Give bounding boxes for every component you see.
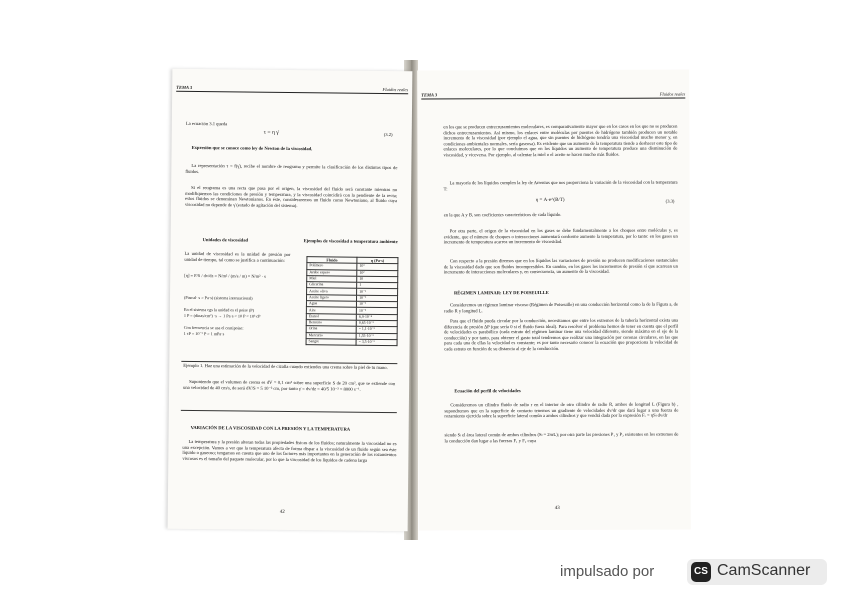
left-section-title: VARIACIÓN DE LA VISCOSIDAD CON LA PRESIÓN Y LA TEMPERATURA [190,424,351,432]
table-cell-eta: 10⁻¹ [357,289,398,296]
left-header-chapter: TEMA 3 [176,84,193,90]
camscanner-badge [687,559,827,585]
table-cell-fluid: Mercurio [306,332,356,339]
right-paragraph-4: Por otra parte, el origen de la viscosidad en los gases se debe fundamentalmente a los choques entre moléculas y, es evidente, que el número de choques o interacciones aumentará conforme aumente la temperatura, por lo tanto: en los gases un incremento de temperatura acarrea un incremento de viscosidad. [443,227,678,245]
arrhenius-equation: η = A·e^(B/T) [535,197,565,204]
left-page-header [176,83,408,94]
left-eq1: τ = η γ̇ [263,129,279,136]
camscanner-logo-icon: CS [691,562,711,582]
right-header-title: Fluidos reales [659,91,686,97]
units-centipoise-intro: Con frecuencia se usa el centipoise: [183,324,244,331]
left-paragraph-3: La temperatura y la presión alteran todas las propiedades físicas de los fluidos; naturalmente la viscosidad no es una excepción. Vamos a ver que la temperatura afecta de forma dispar a la viscosidad de un fluido según sea éste líquido o gaseoso; tengamos en cuenta que uno de los factores más importantes en la generación de los rozamientos viscosos es el tamaño del paquete molecular, por lo que la viscosidad de los líquidos de cadena larga [182,438,397,463]
watermark-prefix: impulsado por [560,563,655,580]
right-page-header [421,90,685,100]
table-cell-fluid: Miel [307,276,357,283]
units-equation: [η] = F/S / dv/dz = N/m² / (m/s / m) = N/m² · s [184,272,266,279]
table-cell-fluid: Sangre [306,339,356,346]
table-cell-fluid: Etanol [306,313,356,320]
right-header-chapter: TEMA 3 [421,92,438,98]
left-paragraph-1: La representación τ = f(γ̇), recibe el nombre de reograma y permite la clasificación de los distintos tipos de fluidos. [185,162,398,174]
table-row [306,339,397,346]
left-paragraph-2: Si el reograma es una recta que pasa por el origen, la viscosidad del fluido será constante mientras no modifiquemos las condiciones de presión y temperatura, y la viscosidad coincidirá con la pendiente de la recta; estos fluidos se denominan Newtonianos. En éste, consideraremos un fluido como Newtoniano, al fluido cuya viscosidad no depende de γ̇ (estado de agitación del sistema). [184,184,398,208]
right-paragraph-2: La mayoría de los líquidos cumplen la ley de Arrenius que nos proporciona la variación de la viscosidad con la temperatura T: [443,179,678,191]
table-cell-eta: 1 [357,282,398,289]
table-cell-fluid: Aire [306,307,356,314]
units-pascal: (Pascal· s = Pa·s) (sistema internacional) [183,294,253,301]
example-1: Ejemplo 1. Haz una estimación de la velocidad de cizalla cuando extiendes una crema sobre la piel de tu mano. [183,362,388,371]
example-1-solution: Suponiendo que el volumen de crema es dV = 0,1 cm³ sobre una superficie S de 20 cm², que se extiende con una velocidad de 40 cm/s, de será dV/S = 5 10⁻³ cm, por tanto γ̇ = dv/dz = 40/5 10⁻³ = 8000 s⁻¹. [183,378,396,392]
arrhenius-equation-number: (3.3) [665,198,675,204]
left-eq1-number: (3.2) [383,131,393,138]
right-paragraph-1: en los que se producen entrecruzamientos moleculares, es comparativamente mayor que en los casos en los que no se producen dichos entrecruzamientos. Así mismo, los enlaces entre moléculas por puentes de hidrógeno también producen un notable incremento de la viscosidad (por ejemplo el agua, que sin puentes de hidrógeno tendría una viscosidad mucho menor y, en condiciones ambientales normales, sería gaseosa). Es evidente que un aumento de la temperatura tiende a deshacer este tipo de enlaces moleculares, por lo que concluimos que en los líquidos un aumento de temperatura produce una disminución de viscosidad, y viceversa. Por ejemplo, al calentar la miel o el aceite se hacen mucho más fluidos. [443,123,678,158]
right-paragraph-3: en la que A y B, son coeficientes característicos de cada líquido. [443,211,562,218]
viscosity-table-title: Ejemplos de viscosidad a temperatura ambiente [303,238,398,245]
right-paragraph-9: siendo Sₗ el área lateral común de ambos cilindros (Sₗ = 2πrL); por otra parte las presiones P₁ y P₂ existentes en los extremos de la conducción dan lugar a las fuerzas F₁ y F₂ cuya [444,431,679,443]
units-centipoise: 1 cP = 10⁻² P = 1 mPa·s [183,330,225,337]
table-cell-eta: 1,55·10⁻³ [356,333,397,340]
table-cell-eta: 10⁻² [357,295,398,302]
units-cgs: En el sistema cgs la unidad es el poise (P) [183,306,255,313]
units-text: La unidad de viscosidad es la unidad de presión por unidad de tiempo, tal como se justifica a continuación: [184,250,291,263]
left-newton-law: Expresión que se conoce como ley de Newton de la viscosidad. [191,144,313,152]
table-header-fluid: Fluido [307,257,357,264]
table-cell-fluid: Glicerina [307,282,357,289]
right-subsection-title: Ecuación del perfil de velocidades [454,388,521,394]
table-cell-fluid: Aceite ligero [306,294,356,301]
table-cell-eta: 10² [357,270,398,277]
table-cell-eta: 10⁻³ [357,301,398,308]
table-cell-fluid: Agua [306,301,356,308]
right-page [417,70,691,531]
left-page [168,69,413,531]
camscanner-brand: CamScanner [717,562,811,579]
table-cell-eta: 10 [357,276,398,283]
table-cell-eta: ~ 3,5·10⁻³ [356,339,397,346]
units-title: Unidades de viscosidad [202,237,249,243]
left-page-number: 42 [279,509,285,515]
table-header-eta: η (Pa·s) [357,257,398,264]
table-cell-fluid: Orina [306,326,356,333]
table-cell-eta: 10⁻⁵ [357,308,398,315]
right-paragraph-6: Consideremos un régimen laminar viscoso (Régimen de Poiseuille) en una conducción horizontal como la de la Figura a, de radio R y longitud L. [444,301,679,313]
table-cell-fluid: Benceno [306,320,356,327]
right-paragraph-7: Para que el fluido pueda circular por la conducción, necesitamos que entre los extremos de la tubería horizontal exista una diferencia de presión ΔP (que sería 0 si el fluido fuera ideal). Para resolver el problema hemos de tener en cuenta que el perfil de velocidades es parabólico (cada estrato del régimen laminar tiene una velocidad diferente, siendo máxima en el eje de la conducción) y por tanto, para obtener el gasto total tendremos que realizar una integración por coronas circulares, en las que para cada una de ellas la velocidad es constante; es por tanto necesario conocer la ecuación que proporciona la velocidad de cada estrato en función de su distancia al eje de la conducción. [444,317,679,352]
table-cell-eta: 0,65·10⁻³ [356,320,397,327]
table-cell-fluid: Aceite oliva [307,288,357,295]
right-section-title: RÉGIMEN LAMINAR: LEY DE POISEUILLE [453,290,549,296]
table-cell-fluid: Polímero [307,263,357,270]
right-paragraph-5: Con respecto a la presión diremos que en los líquidos las variaciones de presión no producen modificaciones sustanciales de la viscosidad dado que son fluidos incompresibles. En cambio, en los gases los incrementos de presión sí que acarrean un incremento de interacciones moleculares y, en consecuencia, un aumento de la viscosidad. [443,257,678,275]
left-intro: La ecuación 3.1 queda [185,120,228,127]
table-cell-fluid: Jarabe espeso [307,269,357,276]
table-cell-eta: ~ 1,1·10⁻³ [356,326,397,333]
left-header-title: Fluidos reales [382,86,409,93]
right-paragraph-8: Consideremos un cilindro fluido de radio r en el interior de otro cilindro de radio R, ambos de longitud L (Figura b) , supondremos que en la superficie de contacto tenemos un gradiente de velocidades dv/dr que dará lugar a una fuerza de rozamiento ejercida sobre la superficie lateral común a ambos cilindros y que vendrá dada por la expresión Fᵥ = ηSₗ dv/dr [444,401,679,419]
table-cell-eta: 6,9·10⁻⁴ [356,314,397,321]
units-poise: 1 P = (dinas/cm²) ·s → 1 Pa·s = 10 P = 10³ cP [183,312,261,319]
camscanner-watermark [560,559,835,587]
viscosity-table [306,256,399,346]
right-page-number: 43 [554,505,560,511]
table-cell-eta: 10³ [357,263,398,270]
